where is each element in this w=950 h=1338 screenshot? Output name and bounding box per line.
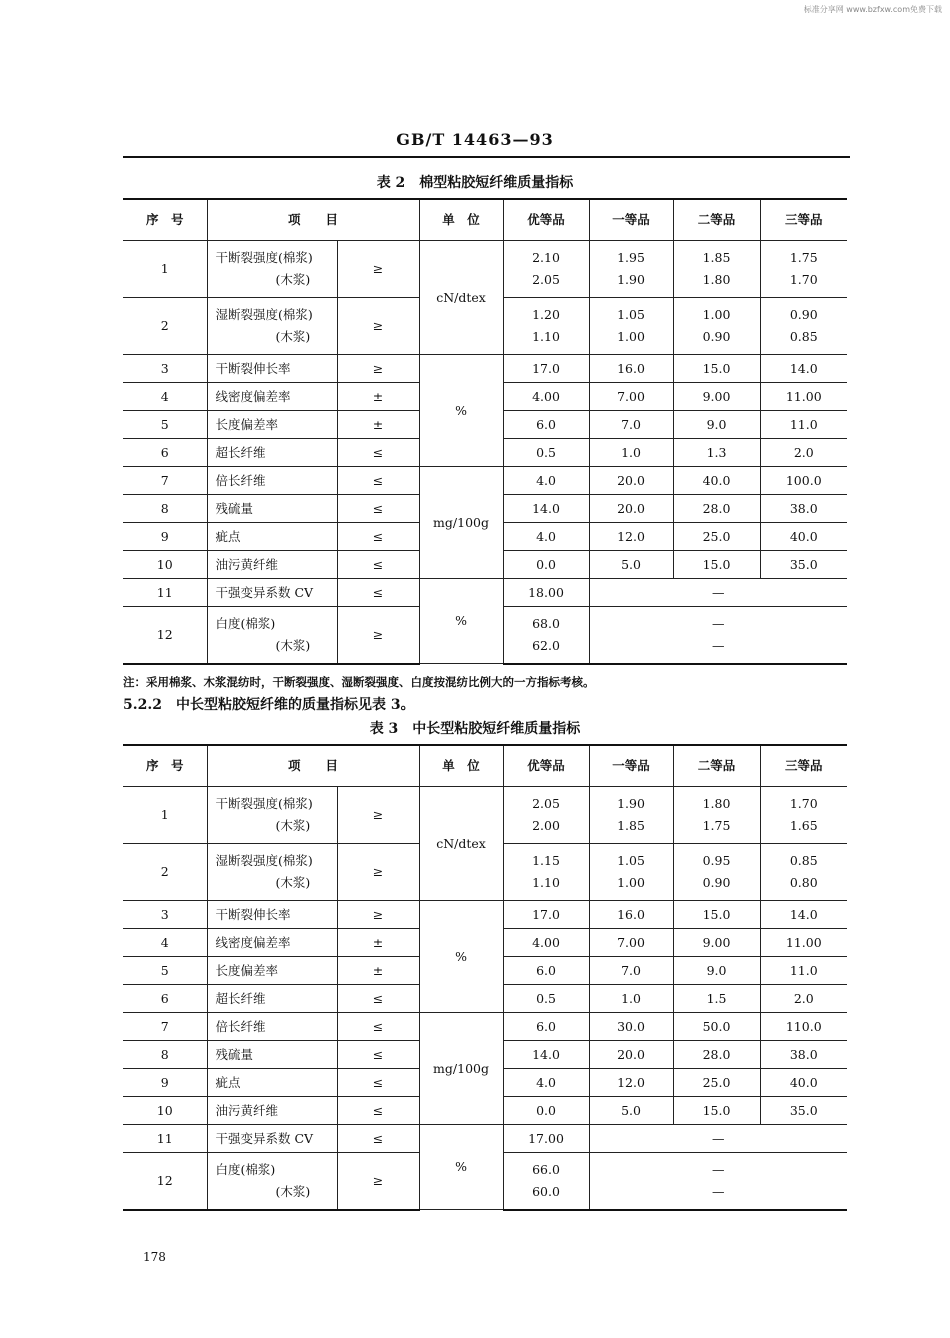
dash-cell: — — [589, 1153, 847, 1210]
table-row [123, 467, 847, 495]
value-cell: 1.70 1.65 [760, 787, 847, 844]
row-item: 白度(棉浆) (木浆) [207, 607, 337, 664]
value-cell: 16.0 [589, 355, 673, 383]
value-cell: 17.0 [503, 901, 589, 929]
col-header-second: 二等品 [673, 199, 760, 241]
value-cell: 2.10 2.05 [503, 241, 589, 298]
value-cell: 1.05 1.00 [589, 298, 673, 355]
unit-cell: cN/dtex [419, 241, 503, 355]
value-cell: 4.0 [503, 467, 589, 495]
row-item: 干强变异系数 CV [207, 1125, 337, 1153]
col-header-no: 序 号 [123, 199, 207, 241]
value-cell: 40.0 [760, 1069, 847, 1097]
dash-cell: — [589, 579, 847, 607]
value-cell: 9.0 [673, 957, 760, 985]
value-cell: 4.0 [503, 523, 589, 551]
value-cell: 2.0 [760, 985, 847, 1013]
unit-cell: % [419, 901, 503, 1013]
standard-number-header: GB/T 14463—93 [396, 130, 554, 149]
value-cell: 6.0 [503, 957, 589, 985]
row-item: 湿断裂强度(棉浆) (木浆) [207, 298, 337, 355]
value-cell: 14.0 [760, 355, 847, 383]
value-cell: 68.0 62.0 [503, 607, 589, 664]
row-no: 8 [123, 1041, 207, 1069]
row-no: 7 [123, 467, 207, 495]
row-item: 倍长纤维 [207, 467, 337, 495]
value-cell: 17.0 [503, 355, 589, 383]
value-cell: 15.0 [673, 1097, 760, 1125]
table2-caption: 表 2 棉型粘胶短纤维质量指标 [376, 175, 574, 191]
value-cell: 9.0 [673, 411, 760, 439]
row-symbol: ± [337, 411, 419, 439]
value-cell: 1.3 [673, 439, 760, 467]
row-symbol: ≤ [337, 1013, 419, 1041]
row-symbol: ≥ [337, 355, 419, 383]
value-cell: 25.0 [673, 1069, 760, 1097]
col-header-third: 三等品 [760, 199, 847, 241]
value-cell: 0.90 0.85 [760, 298, 847, 355]
value-cell: 4.0 [503, 1069, 589, 1097]
row-item: 干断裂伸长率 [207, 355, 337, 383]
value-cell: 1.20 1.10 [503, 298, 589, 355]
value-cell: 12.0 [589, 523, 673, 551]
row-symbol: ≤ [337, 467, 419, 495]
row-no: 1 [123, 241, 207, 298]
value-cell: 25.0 [673, 523, 760, 551]
row-no: 11 [123, 1125, 207, 1153]
row-no: 9 [123, 1069, 207, 1097]
col-header-third: 三等品 [760, 745, 847, 787]
row-item: 长度偏差率 [207, 957, 337, 985]
value-cell: 14.0 [503, 1041, 589, 1069]
value-cell: 5.0 [589, 551, 673, 579]
row-symbol: ± [337, 929, 419, 957]
row-item: 疵点 [207, 1069, 337, 1097]
row-item: 倍长纤维 [207, 1013, 337, 1041]
value-cell: 20.0 [589, 467, 673, 495]
row-no: 12 [123, 607, 207, 664]
value-cell: 7.0 [589, 957, 673, 985]
value-cell: 110.0 [760, 1013, 847, 1041]
value-cell: 0.85 0.80 [760, 844, 847, 901]
value-cell: 15.0 [673, 901, 760, 929]
value-cell: 9.00 [673, 383, 760, 411]
col-header-no: 序 号 [123, 745, 207, 787]
row-item: 残硫量 [207, 1041, 337, 1069]
row-item: 超长纤维 [207, 985, 337, 1013]
row-item: 干断裂强度(棉浆) (木浆) [207, 787, 337, 844]
row-item: 长度偏差率 [207, 411, 337, 439]
value-cell: 2.05 2.00 [503, 787, 589, 844]
unit-cell: cN/dtex [419, 787, 503, 901]
row-item: 白度(棉浆) (木浆) [207, 1153, 337, 1210]
table3 [123, 744, 847, 1211]
unit-cell: mg/100g [419, 467, 503, 579]
value-cell: 1.90 1.85 [589, 787, 673, 844]
row-symbol: ≥ [337, 607, 419, 664]
table-row [123, 787, 847, 844]
value-cell: 28.0 [673, 1041, 760, 1069]
value-cell: 38.0 [760, 1041, 847, 1069]
row-symbol: ≥ [337, 1153, 419, 1210]
row-item: 干强变异系数 CV [207, 579, 337, 607]
value-cell: 66.0 60.0 [503, 1153, 589, 1210]
value-cell: 40.0 [673, 467, 760, 495]
col-header-item: 项 目 [207, 745, 419, 787]
value-cell: 1.75 1.70 [760, 241, 847, 298]
row-symbol: ≤ [337, 985, 419, 1013]
row-no: 5 [123, 411, 207, 439]
row-no: 12 [123, 1153, 207, 1210]
row-no: 7 [123, 1013, 207, 1041]
table-row [123, 241, 847, 298]
value-cell: 15.0 [673, 551, 760, 579]
value-cell: 4.00 [503, 383, 589, 411]
value-cell: 2.0 [760, 439, 847, 467]
row-symbol: ≥ [337, 787, 419, 844]
value-cell: 7.00 [589, 929, 673, 957]
row-item: 疵点 [207, 523, 337, 551]
value-cell: 11.0 [760, 957, 847, 985]
value-cell: 0.95 0.90 [673, 844, 760, 901]
row-no: 4 [123, 383, 207, 411]
row-symbol: ≤ [337, 495, 419, 523]
col-header-first: 一等品 [589, 199, 673, 241]
value-cell: 0.0 [503, 1097, 589, 1125]
row-symbol: ≤ [337, 1125, 419, 1153]
row-item: 干断裂伸长率 [207, 901, 337, 929]
row-item: 油污黄纤维 [207, 551, 337, 579]
value-cell: 100.0 [760, 467, 847, 495]
page-number: 178 [143, 1250, 166, 1264]
value-cell: 30.0 [589, 1013, 673, 1041]
value-cell: 1.05 1.00 [589, 844, 673, 901]
row-symbol: ± [337, 957, 419, 985]
row-no: 6 [123, 439, 207, 467]
row-symbol: ≥ [337, 844, 419, 901]
value-cell: 1.00 0.90 [673, 298, 760, 355]
table-row [123, 1125, 847, 1153]
row-no: 5 [123, 957, 207, 985]
value-cell: 38.0 [760, 495, 847, 523]
table-row [123, 901, 847, 929]
table-row [123, 579, 847, 607]
value-cell: 11.0 [760, 411, 847, 439]
table2 [123, 198, 847, 665]
row-item: 线密度偏差率 [207, 929, 337, 957]
value-cell: 35.0 [760, 1097, 847, 1125]
row-symbol: ≤ [337, 1097, 419, 1125]
value-cell: 15.0 [673, 355, 760, 383]
value-cell: 6.0 [503, 411, 589, 439]
value-cell: 1.95 1.90 [589, 241, 673, 298]
row-symbol: ≥ [337, 901, 419, 929]
col-header-second: 二等品 [673, 745, 760, 787]
value-cell: 17.00 [503, 1125, 589, 1153]
value-cell: 9.00 [673, 929, 760, 957]
value-cell: 0.5 [503, 439, 589, 467]
row-no: 9 [123, 523, 207, 551]
value-cell: 18.00 [503, 579, 589, 607]
row-symbol: ≤ [337, 551, 419, 579]
value-cell: 1.5 [673, 985, 760, 1013]
table3-header-row [123, 745, 847, 787]
value-cell: 1.80 1.75 [673, 787, 760, 844]
value-cell: 35.0 [760, 551, 847, 579]
row-no: 10 [123, 1097, 207, 1125]
col-header-unit: 单 位 [419, 199, 503, 241]
row-no: 2 [123, 844, 207, 901]
header-rule [123, 156, 850, 158]
col-header-first: 一等品 [589, 745, 673, 787]
col-header-unit: 单 位 [419, 745, 503, 787]
table2-header-row [123, 199, 847, 241]
unit-cell: % [419, 579, 503, 664]
value-cell: 7.0 [589, 411, 673, 439]
value-cell: 1.85 1.80 [673, 241, 760, 298]
watermark: 标准分享网 www.bzfxw.com免费下载 [803, 5, 942, 14]
row-no: 1 [123, 787, 207, 844]
value-cell: 40.0 [760, 523, 847, 551]
value-cell: 11.00 [760, 383, 847, 411]
unit-cell: % [419, 1125, 503, 1210]
col-header-item: 项 目 [207, 199, 419, 241]
row-item: 干断裂强度(棉浆) (木浆) [207, 241, 337, 298]
value-cell: 0.0 [503, 551, 589, 579]
value-cell: 4.00 [503, 929, 589, 957]
row-no: 10 [123, 551, 207, 579]
value-cell: 14.0 [503, 495, 589, 523]
row-no: 3 [123, 901, 207, 929]
row-symbol: ± [337, 383, 419, 411]
value-cell: 20.0 [589, 495, 673, 523]
value-cell: 12.0 [589, 1069, 673, 1097]
table-row [123, 1013, 847, 1041]
row-item: 超长纤维 [207, 439, 337, 467]
row-item: 线密度偏差率 [207, 383, 337, 411]
row-item: 湿断裂强度(棉浆) (木浆) [207, 844, 337, 901]
value-cell: 0.5 [503, 985, 589, 1013]
unit-cell: % [419, 355, 503, 467]
value-cell: 14.0 [760, 901, 847, 929]
col-header-superior: 优等品 [503, 745, 589, 787]
value-cell: 7.00 [589, 383, 673, 411]
row-symbol: ≤ [337, 1041, 419, 1069]
row-no: 3 [123, 355, 207, 383]
row-no: 8 [123, 495, 207, 523]
value-cell: 28.0 [673, 495, 760, 523]
unit-cell: mg/100g [419, 1013, 503, 1125]
row-symbol: ≤ [337, 1069, 419, 1097]
row-no: 11 [123, 579, 207, 607]
value-cell: 1.0 [589, 439, 673, 467]
row-symbol: ≥ [337, 298, 419, 355]
row-symbol: ≥ [337, 241, 419, 298]
value-cell: 16.0 [589, 901, 673, 929]
table2-note: 注：采用棉浆、木浆混纺时，干断裂强度、湿断裂强度、白度按混纺比例大的一方指标考核。 [123, 675, 595, 689]
row-item: 油污黄纤维 [207, 1097, 337, 1125]
col-header-superior: 优等品 [503, 199, 589, 241]
clause-5-2-2: 5.2.2 中长型粘胶短纤维的质量指标见表 3。 [123, 697, 415, 713]
value-cell: 5.0 [589, 1097, 673, 1125]
row-item: 残硫量 [207, 495, 337, 523]
dash-cell: — — [589, 607, 847, 664]
value-cell: 20.0 [589, 1041, 673, 1069]
row-symbol: ≤ [337, 579, 419, 607]
value-cell: 50.0 [673, 1013, 760, 1041]
value-cell: 11.00 [760, 929, 847, 957]
table3-caption: 表 3 中长型粘胶短纤维质量指标 [369, 721, 581, 737]
dash-cell: — [589, 1125, 847, 1153]
row-symbol: ≤ [337, 523, 419, 551]
row-no: 4 [123, 929, 207, 957]
value-cell: 1.15 1.10 [503, 844, 589, 901]
table-row [123, 355, 847, 383]
row-no: 6 [123, 985, 207, 1013]
value-cell: 1.0 [589, 985, 673, 1013]
row-symbol: ≤ [337, 439, 419, 467]
row-no: 2 [123, 298, 207, 355]
value-cell: 6.0 [503, 1013, 589, 1041]
